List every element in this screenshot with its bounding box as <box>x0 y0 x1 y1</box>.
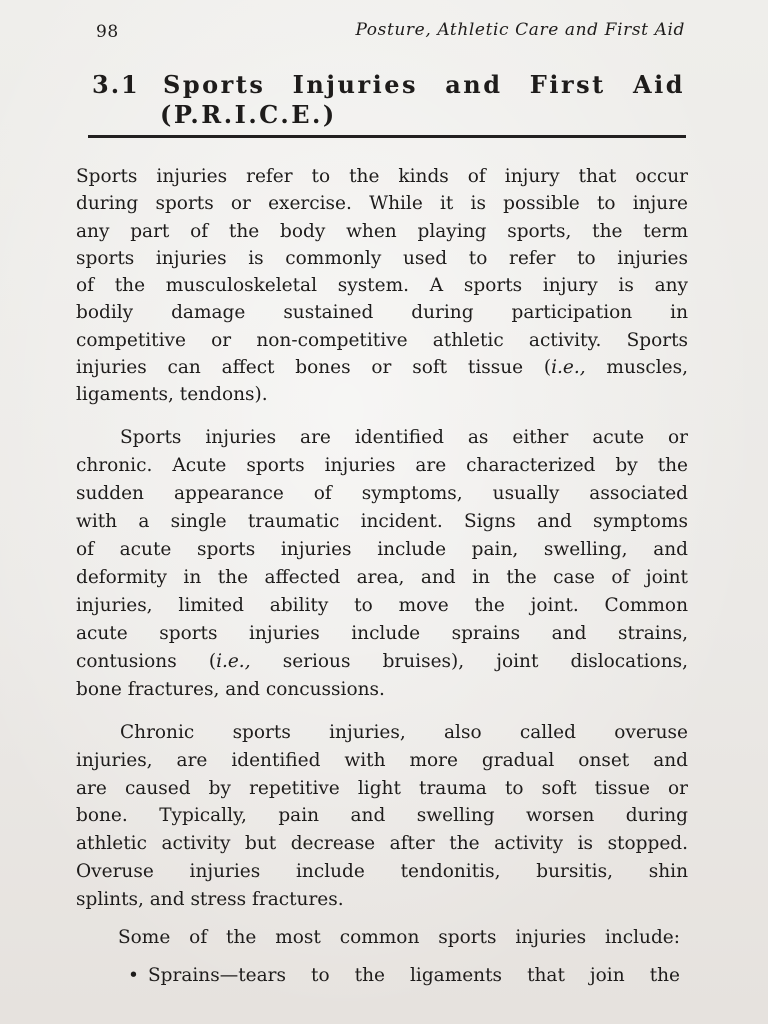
paragraph-line: chronic. Acute sports injuries are characterized by the <box>76 455 688 476</box>
paragraph-line: ligaments, tendons). <box>76 384 268 406</box>
paragraph <box>76 719 688 914</box>
paragraph-line: with a single traumatic incident. Signs and symptoms <box>76 511 688 532</box>
line-text: contusions ( <box>76 651 217 672</box>
bullet-marker: • <box>128 965 139 986</box>
running-header: Posture, Athletic Care and First Aid <box>355 20 685 40</box>
paragraph-line: deformity in the affected area, and in the case of joint <box>76 567 688 588</box>
line-text: muscles, <box>585 357 688 379</box>
paragraph-line: bone fractures, and concussions. <box>76 679 385 700</box>
page-number: 98 <box>96 22 119 42</box>
paragraph-line: of acute sports injuries include pain, swelling, and <box>76 539 688 560</box>
line-text: serious bruises), joint dislocations, <box>250 651 688 672</box>
paragraph-line: Some of the most common sports injuries include: <box>118 927 680 948</box>
paragraph-line: bone. Typically, pain and swelling worsen during <box>76 805 688 827</box>
section-title-subtitle: (P.R.I.C.E.) <box>160 100 337 129</box>
line-text: injuries can affect bones or soft tissue ( <box>76 357 552 379</box>
paragraph-line: acute sports injuries include sprains and strains, <box>76 623 688 644</box>
paragraph-line: sports injuries is commonly used to refer to injuries <box>76 247 688 269</box>
paragraph-line: are caused by repetitive light trauma to soft tissue or <box>76 777 688 799</box>
paragraph-line <box>76 648 688 676</box>
paragraph-line: injuries, limited ability to move the joint. Common <box>76 595 688 616</box>
paragraph-line: competitive or non-competitive athletic activity. Sports <box>76 329 688 351</box>
section-number: 3.1 <box>92 70 140 99</box>
paragraph-line: Sports injuries are identified as either acute or <box>120 427 688 448</box>
paragraph-line: of the musculoskeletal system. A sports injury is any <box>76 275 688 297</box>
paragraph-line: injuries, are identified with more gradual onset and <box>76 749 688 771</box>
paragraph-line: athletic activity but decrease after the activity is stopped. <box>76 833 688 855</box>
paragraph <box>118 924 680 952</box>
paragraph <box>76 424 688 704</box>
list-item-text: Sprains—tears to the ligaments that join the <box>148 965 680 986</box>
title-rule <box>88 135 686 138</box>
paragraph-line: bodily damage sustained during participation in <box>76 302 688 324</box>
paragraph-line: Sports injuries refer to the kinds of injury that occur <box>76 166 688 187</box>
paragraph <box>76 163 688 409</box>
section-title: Sports Injuries and First Aid <box>163 70 685 99</box>
paragraph-line: Chronic sports injuries, also called overuse <box>120 722 688 743</box>
italic-abbreviation: i.e., <box>216 651 251 672</box>
paragraph-line: sudden appearance of symptoms, usually associated <box>76 483 688 504</box>
paragraph-line: any part of the body when playing sports, the term <box>76 220 688 242</box>
paragraph-line: during sports or exercise. While it is possible to injure <box>76 193 688 215</box>
paragraph-line <box>76 354 688 381</box>
paragraph-line: splints, and stress fractures. <box>76 888 344 910</box>
paragraph-line: Overuse injuries include tendonitis, bursitis, shin <box>76 860 688 882</box>
italic-abbreviation: i.e., <box>551 357 586 379</box>
